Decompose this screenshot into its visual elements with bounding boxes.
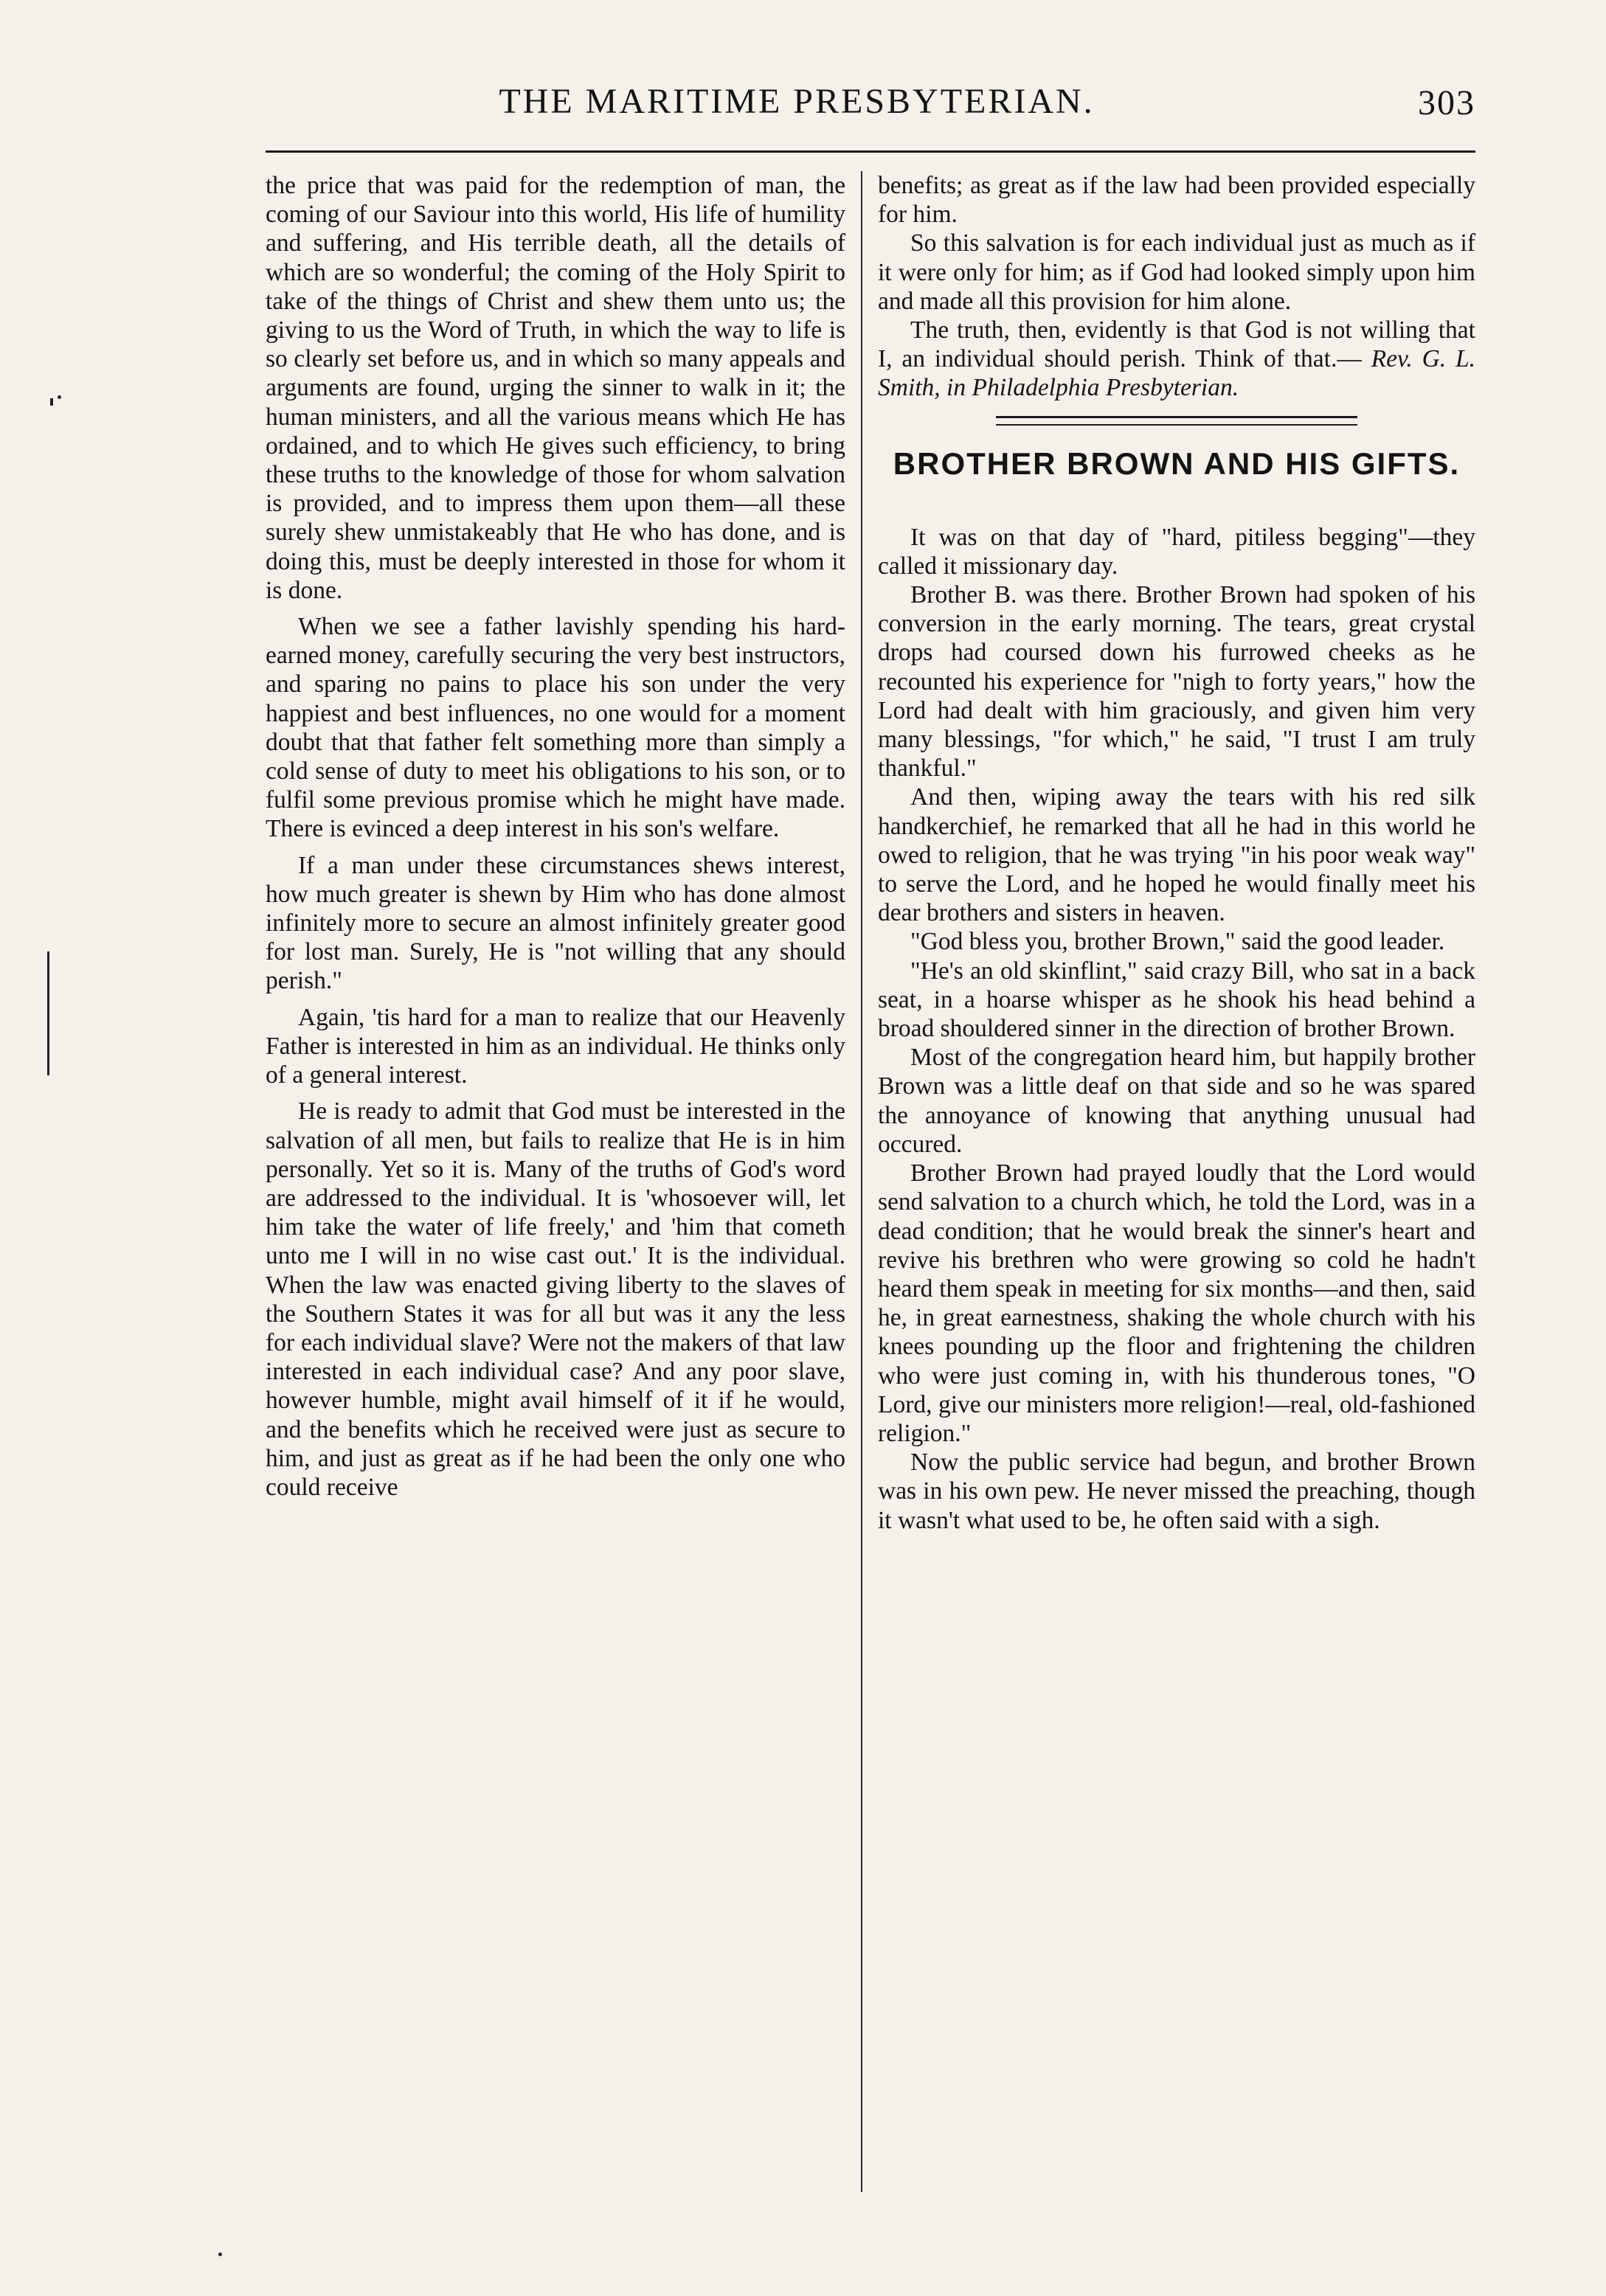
article-paragraph	[878, 316, 1475, 403]
article-paragraph: Most of the congregation heard him, but happily brother Brown was a little deaf on that side and so he was spared the annoyance of knowing that anything unusual had occured.	[878, 1044, 1475, 1158]
margin-mark	[218, 2252, 222, 2256]
margin-mark	[50, 398, 53, 406]
margin-mark	[58, 395, 61, 399]
article-paragraph: He is ready to admit that God must be interested in the salvation of all men, but fails to realize that He is in him personally. Yet so it is. Many of the truths of God's word are addressed to the individual. It is 'whosoever will, let him take the water of life freely,' and 'him that cometh unto me I will in no wise cast out.' It is the individual. When the law was enacted giving liberty to the slaves of the Southern States it was for all but was it any the less for each individual slave? Were not the makers of that law interested in each individual case? And any poor slave, however humble, might avail himself of it if he would, and the benefits which he received were just as secure to him, and just as great as if he had been the only one who could receive	[266, 1097, 845, 1501]
article-paragraph: And then, wiping away the tears with his red silk handkerchief, he remarked that all he had in this world he owed to religion, that he was trying "in his poor weak way" to serve the Lord, and he hoped he would finally meet his dear brothers and sisters in heaven.	[878, 783, 1475, 927]
article-paragraph: When we see a father lavishly spending his hard-earned money, carefully securing the very best instructors, and sparing no pains to place his son under the very happiest and best influences, no one would for a moment doubt that that father felt something more than simply a cold sense of duty to meet his obligations to his son, or to fulfil some previous promise which he might have made. There is evinced a deep interest in his son's welfare.	[266, 613, 845, 843]
article-paragraph: So this salvation is for each individual just as much as if it were only for him; as if God had looked simply upon him and made all this provision for him alone.	[878, 229, 1475, 315]
article-paragraph: Brother B. was there. Brother Brown had spoken of his conversion in the early morning. The tears, great crystal drops had coursed down his furrowed cheeks as he recounted his experience for "nigh to forty years," how the Lord had dealt with him graciously, and given him very many blessings, "for which," he said, "I trust I am truly thankful."	[878, 581, 1475, 783]
article-paragraph: Brother Brown had prayed loudly that the Lord would send salvation to a church which, he told the Lord, was in a dead condition; that he would break the sinner's heart and revive his brethren who were growing so cold he hadn't heard them speak in meeting for six months—and then, said he, in great earnestness, shaking the whole church with his knees pounding up the floor and frightening the children who were just coming in, with his thunderous tones, "O Lord, give our ministers more religion!—real, old-fashioned religion."	[878, 1159, 1475, 1447]
header-rule	[266, 150, 1475, 153]
article-title: BROTHER BROWN AND HIS GIFTS.	[893, 445, 1461, 481]
article-paragraph: "He's an old skinflint," said crazy Bill, who sat in a back seat, in a hoarse whisper as he shook his head behind a broad shouldered sinner in the direction of brother Brown.	[878, 957, 1475, 1043]
article-paragraph: Again, 'tis hard for a man to realize that our Heavenly Father is interested in him as an individual. He thinks only of a general interest.	[266, 1003, 845, 1089]
masthead-title: THE MARITIME PRESBYTERIAN.	[499, 82, 1095, 121]
page-number: 303	[1418, 83, 1475, 122]
article-paragraph: the price that was paid for the redemption of man, the coming of our Saviour into this world, His life of humility and suffering, and His terrible death, all the details of which are so wonderful; the coming of the Holy Spirit to take of the things of Christ and shew them unto us; the giving to us the Word of Truth, in which the way to life is so clearly set before us, and in which so many appeals and arguments are found, urging the sinner to walk in it; the human ministers, and all the various means which He has ordained, and to which He gives such efficiency, to bring these truths to the knowledge of those for whom salvation is provided, and to impress them upon them—all these surely shew unmistakeably that He who has done, and is doing this, must be deeply interested in those for whom it is done.	[266, 172, 845, 604]
right-column	[878, 171, 1475, 1535]
article-paragraph: It was on that day of "hard, pitiless begging"—they called it missionary day.	[878, 523, 1475, 580]
margin-rule-mark	[47, 951, 49, 1075]
section-divider-rule	[996, 416, 1357, 426]
article-paragraph-text: The truth, then, evidently is that God is not willing that I, an individual should perish. Think of that.—	[878, 316, 1475, 373]
article-paragraph: "God bless you, brother Brown," said the good leader.	[910, 928, 1445, 956]
article-byline: Rev. G. L. Smith, in Philadelphia Presbyterian.	[878, 345, 1475, 402]
left-column	[266, 171, 845, 1502]
article-paragraph: Now the public service had begun, and brother Brown was in his own pew. He never missed the preaching, though it wasn't what used to be, he often said with a sigh.	[878, 1449, 1475, 1534]
article-paragraph: benefits; as great as if the law had been provided especially for him.	[878, 172, 1475, 229]
column-divider	[861, 171, 862, 2192]
article-paragraph: If a man under these circumstances shews interest, how much greater is shewn by Him who has done almost infinitely more to secure an almost infinitely greater good for lost man. Surely, He is "not willing that any should perish."	[266, 851, 845, 995]
